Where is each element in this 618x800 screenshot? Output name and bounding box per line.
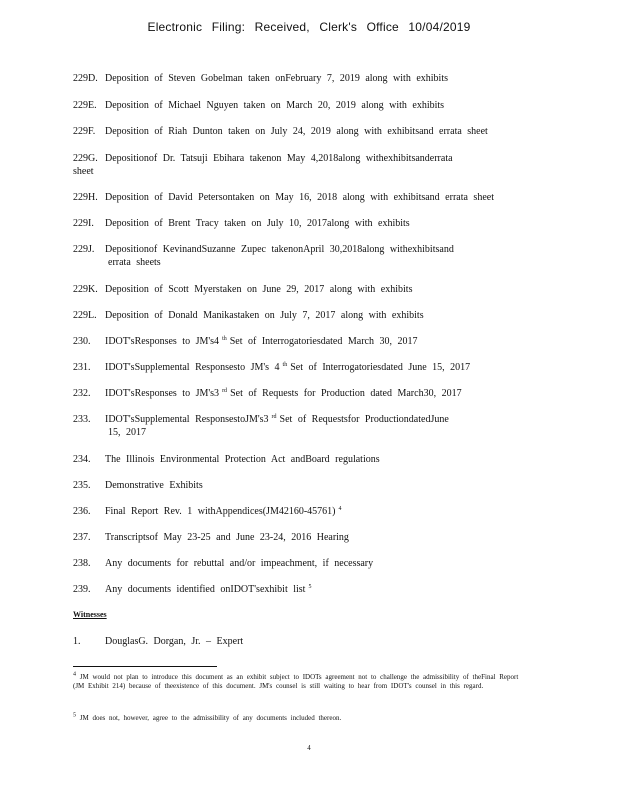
exhibit-item <box>73 453 543 466</box>
witness-number: 1. <box>73 636 81 647</box>
item-text: Depositionof Dr. Tatsuji Ebihara takenon May 4,2018along withexhibitsanderrata <box>105 153 453 164</box>
footnote-5 <box>73 714 533 723</box>
superscript: rd <box>271 413 277 420</box>
exhibit-item <box>73 505 543 518</box>
exhibit-item <box>73 191 543 204</box>
exhibit-item <box>73 531 543 544</box>
item-number: 238. <box>73 558 91 569</box>
superscript: th <box>222 335 227 342</box>
item-text: IDOT'sSupplemental ResponsestoJM's3 <box>105 414 269 425</box>
item-text: Any documents for rebuttal and/or impeachment, if necessary <box>105 558 374 569</box>
item-text: Demonstrative Exhibits <box>105 480 203 491</box>
exhibit-item <box>73 283 543 296</box>
exhibit-item <box>73 335 543 348</box>
superscript: 5 <box>308 583 312 590</box>
exhibit-item <box>73 125 543 138</box>
item-number: 229E. <box>73 100 97 111</box>
item-number: 229K. <box>73 284 98 295</box>
item-text: Deposition of Steven Gobelman taken onFebruary 7, 2019 along with exhibits <box>105 73 449 84</box>
item-text: Deposition of Riah Dunton taken on July 24, 2019 along with exhibitsand errata sheet <box>105 126 488 137</box>
item-text: Transcriptsof May 23-25 and June 23-24, 2016 Hearing <box>105 532 349 543</box>
item-text-continued: Set of Requestsfor ProductiondatedJune <box>279 414 449 425</box>
exhibit-item <box>73 413 543 439</box>
footnote-rule <box>73 666 217 667</box>
item-text: Final Report Rev. 1 withAppendices(JM42160-45761) <box>105 506 336 517</box>
exhibit-item <box>73 217 543 230</box>
superscript: 4 <box>338 505 342 512</box>
item-text: IDOT'sResponses to JM's3 <box>105 388 220 399</box>
item-text: Depositionof KevinandSuzanne Zupec takenonApril 30,2018along withexhibitsand <box>105 244 454 255</box>
item-text: Deposition of Scott Myerstaken on June 29, 2017 along with exhibits <box>105 284 413 295</box>
item-number: 233. <box>73 414 91 425</box>
superscript: rd <box>222 387 228 394</box>
item-text-continued: Set of Interrogatoriesdated June 15, 2017 <box>290 362 471 373</box>
item-number: 229L. <box>73 310 97 321</box>
item-text: Any documents identified onIDOT'sexhibit list <box>105 584 306 595</box>
exhibit-item <box>73 361 543 374</box>
item-text-continued: Set of Requests for Production dated March30, 2017 <box>230 388 462 399</box>
item-number: 230. <box>73 336 91 347</box>
exhibit-item <box>73 309 543 322</box>
item-number: 237. <box>73 532 91 543</box>
footnote-mark: 4 <box>73 671 76 678</box>
exhibit-item <box>73 387 543 400</box>
footnote-text: JM does not, however, agree to the admissibility of any documents included thereon. <box>79 714 342 722</box>
item-text: Deposition of Michael Nguyen taken on March 20, 2019 along with exhibits <box>105 100 445 111</box>
exhibit-item <box>73 557 543 570</box>
item-number: 229D. <box>73 73 98 84</box>
item-number: 229G. <box>73 153 98 164</box>
exhibit-item <box>73 583 543 596</box>
item-continuation: 15, 2017 <box>108 427 146 438</box>
item-number: 229J. <box>73 244 95 255</box>
item-continuation: sheet <box>73 166 94 177</box>
item-number: 229F. <box>73 126 96 137</box>
item-continuation: errata sheets <box>108 257 161 268</box>
exhibit-item <box>73 152 543 178</box>
exhibit-item <box>73 243 543 269</box>
item-text-continued: Set of Interrogatoriesdated March 30, 2017 <box>229 336 418 347</box>
footnote-text: JM would not plan to introduce this document as an exhibit subject to IDOTs agreement not to challenge the admissibility of theFinal Report (JM Exhibit 214) because of theexistence of this document. JM's counsel is still waiting to hear from IDOT's counsel in this regard. <box>73 673 519 690</box>
item-number: 229H. <box>73 192 98 203</box>
item-text: IDOT'sResponses to JM's4 <box>105 336 220 347</box>
witnesses-heading: Witnesses <box>73 610 107 619</box>
witness-item <box>73 636 243 647</box>
item-number: 232. <box>73 388 91 399</box>
witness-text: DouglasG. Dorgan, Jr. – Expert <box>105 636 244 647</box>
item-number: 236. <box>73 506 91 517</box>
item-number: 239. <box>73 584 91 595</box>
item-text: Deposition of Brent Tracy taken on July 10, 2017along with exhibits <box>105 218 410 229</box>
item-text: The Illinois Environmental Protection Act andBoard regulations <box>105 454 380 465</box>
superscript: th <box>282 361 288 368</box>
item-text: Deposition of Donald Manikastaken on July 7, 2017 along with exhibits <box>105 310 424 321</box>
exhibit-item <box>73 479 543 492</box>
exhibit-item <box>73 72 543 85</box>
item-text: IDOT'sSupplemental Responsesto JM's 4 <box>105 362 280 373</box>
item-number: 234. <box>73 454 91 465</box>
page-number: 4 <box>307 744 311 752</box>
item-number: 231. <box>73 362 91 373</box>
item-number: 229I. <box>73 218 94 229</box>
item-text: Deposition of David Petersontaken on May 16, 2018 along with exhibitsand errata sheet <box>105 192 494 203</box>
footnote-4 <box>73 673 533 691</box>
filing-header: Electronic Filing: Received, Clerk's Office 10/04/2019 <box>147 20 471 34</box>
item-number: 235. <box>73 480 91 491</box>
footnote-mark: 5 <box>73 712 76 719</box>
exhibit-item <box>73 99 543 112</box>
